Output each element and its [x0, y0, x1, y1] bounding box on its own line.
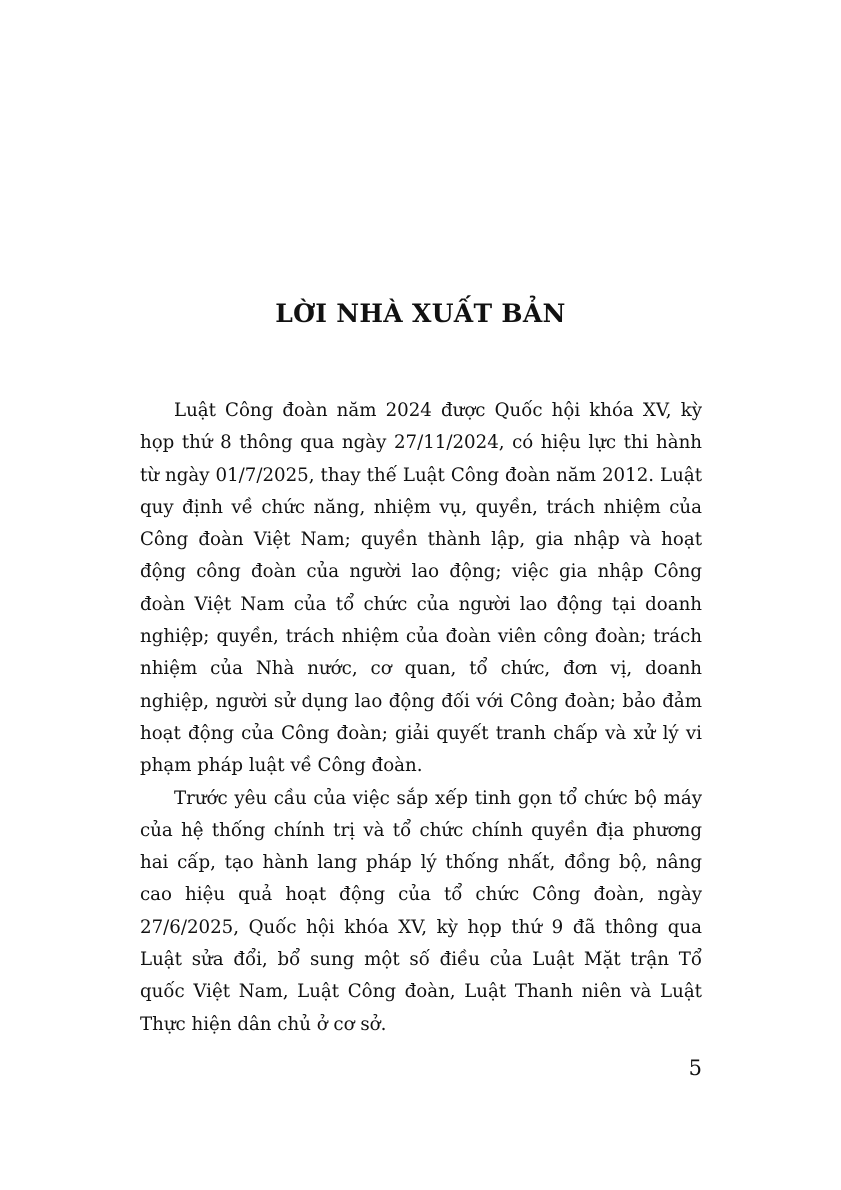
paragraph-2: Trước yêu cầu của việc sắp xếp tinh gọn tổ chức bộ máy của hệ thống chính trị và tổ chức chính quyền địa phương hai cấp, tạo hành lang pháp lý thống nhất, đồng bộ, nâng cao hiệu quả hoạt động của tổ chức Công đoàn, ngày 27/6/2025, Quốc hội khóa XV, kỳ họp thứ 9 đã thông qua Luật sửa đổi, bổ sung một số điều của Luật Mặt trận Tổ quốc Việt Nam, Luật Công đoàn, Luật Thanh niên và Luật Thực hiện dân chủ ở cơ sở. [140, 787, 702, 1035]
body-text [140, 395, 702, 1041]
paragraph-1: Luật Công đoàn năm 2024 được Quốc hội khóa XV, kỳ họp thứ 8 thông qua ngày 27/11/2024, có hiệu lực thi hành từ ngày 01/7/2025, thay thế Luật Công đoàn năm 2012. Luật quy định về chức năng, nhiệm vụ, quyền, trách nhiệm của Công đoàn Việt Nam; quyền thành lập, gia nhập và hoạt động công đoàn của người lao động; việc gia nhập Công đoàn Việt Nam của tổ chức của người lao động tại doanh nghiệp; quyền, trách nhiệm của đoàn viên công đoàn; trách nhiệm của Nhà nước, cơ quan, tổ chức, đơn vị, doanh nghiệp, người sử dụng lao động đối với Công đoàn; bảo đảm hoạt động của Công đoàn; giải quyết tranh chấp và xử lý vi phạm pháp luật về Công đoàn. [140, 400, 702, 777]
page-number: 5 [688, 1056, 702, 1080]
page-title: LỜI NHÀ XUẤT BẢN [275, 299, 566, 328]
